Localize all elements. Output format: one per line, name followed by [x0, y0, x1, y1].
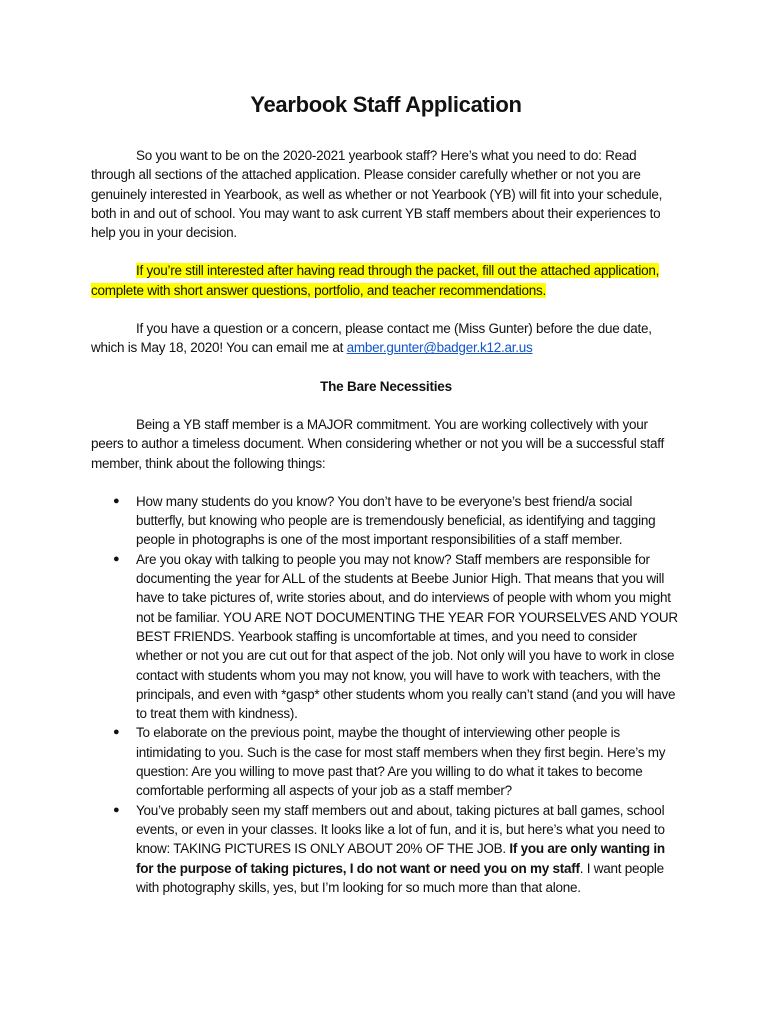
bullet-icon: ● [113, 494, 120, 507]
section-intro-paragraph: Being a YB staff member is a MAJOR commitment. You are working collectively with your peers to author a timeless document. When considering whether or not you will be a successful staff member, think about the following things: [91, 416, 665, 471]
bullet-icon: ● [113, 552, 120, 565]
instruction-paragraph [91, 261, 681, 300]
list-item-text-end: . I want people with photography skills, yes, but I’m looking for so much more than that alone. [136, 860, 664, 895]
list-item-text: How many students do you know? You don’t have to be everyone’s best friend/a social butterfly, but knowing who people are is tremendously beneficial, as identifying and tagging people in photographs is one of the most important responsibilities of a staff member. [136, 493, 656, 548]
list-item-bold-text: If you are only wanting in for the purpose of taking pictures, I do not want or need you on my staff [136, 841, 665, 876]
page-title: Yearbook Staff Application [250, 92, 522, 117]
list-item [91, 550, 681, 724]
document-body [91, 92, 681, 897]
contact-text: If you have a question or a concern, please contact me (Miss Gunter) before the due date, which is May 18, 2020! You can email me at [91, 321, 652, 356]
intro-paragraph: So you want to be on the 2020-2021 yearbook staff? Here’s what you need to do: Read through all sections of the attached application. Please consider carefully whether or not you are genuinely interested in Yearbook, as well as whether or not Yearbook (YB) will fit into your schedule, both in and out of school. You may want to ask current YB staff members about their experiences to help you in your decision. [91, 148, 663, 241]
list-item [91, 723, 681, 800]
list-item [91, 801, 681, 897]
list-item-text: Are you okay with talking to people you may not know? Staff members are responsible for documenting the year for ALL of the students at Beebe Junior High. That means that you will have to take pictures of, write stories about, and do interviews of people with whom you might not be familiar. YOU ARE NOT DOCUMENTING THE YEAR FOR YOURSELVES AND YOUR BEST FRIENDS. Yearbook staffing is uncomfortable at times, and you need to consider whether or not you are cut out for that aspect of the job. Not only will you have to work in close contact with students whom you may not know, you will have to work with teachers, with the principals, and even with *gasp* other students whom you really can’t stand (and you will have to treat them with kindness). [136, 551, 678, 722]
list-item [91, 492, 681, 550]
bullet-icon: ● [113, 726, 120, 739]
section-heading: The Bare Necessities [320, 378, 452, 394]
bullet-list [91, 492, 681, 897]
highlighted-instruction: If you’re still interested after having read through the packet, fill out the attached application, complete with short answer questions, portfolio, and teacher recommendations. [91, 263, 660, 298]
bullet-icon: ● [113, 803, 120, 816]
list-item-text: You’ve probably seen my staff members out and about, taking pictures at ball games, school events, or even in your classes. It looks like a lot of fun, and it is, but here’s what you need to know: TAKING PICTURES IS ONLY ABOUT 20% OF THE JOB. [136, 802, 665, 857]
contact-paragraph [91, 319, 681, 358]
email-link[interactable]: amber.gunter@badger.k12.ar.us [346, 340, 533, 356]
list-item-text: To elaborate on the previous point, maybe the thought of interviewing other people is intimidating to you. Such is the case for most staff members when they first begin. Here’s my question: Are you willing to move past that? Are you willing to do what it takes to become comfortable performing all aspects of your job as a staff member? [136, 725, 666, 799]
